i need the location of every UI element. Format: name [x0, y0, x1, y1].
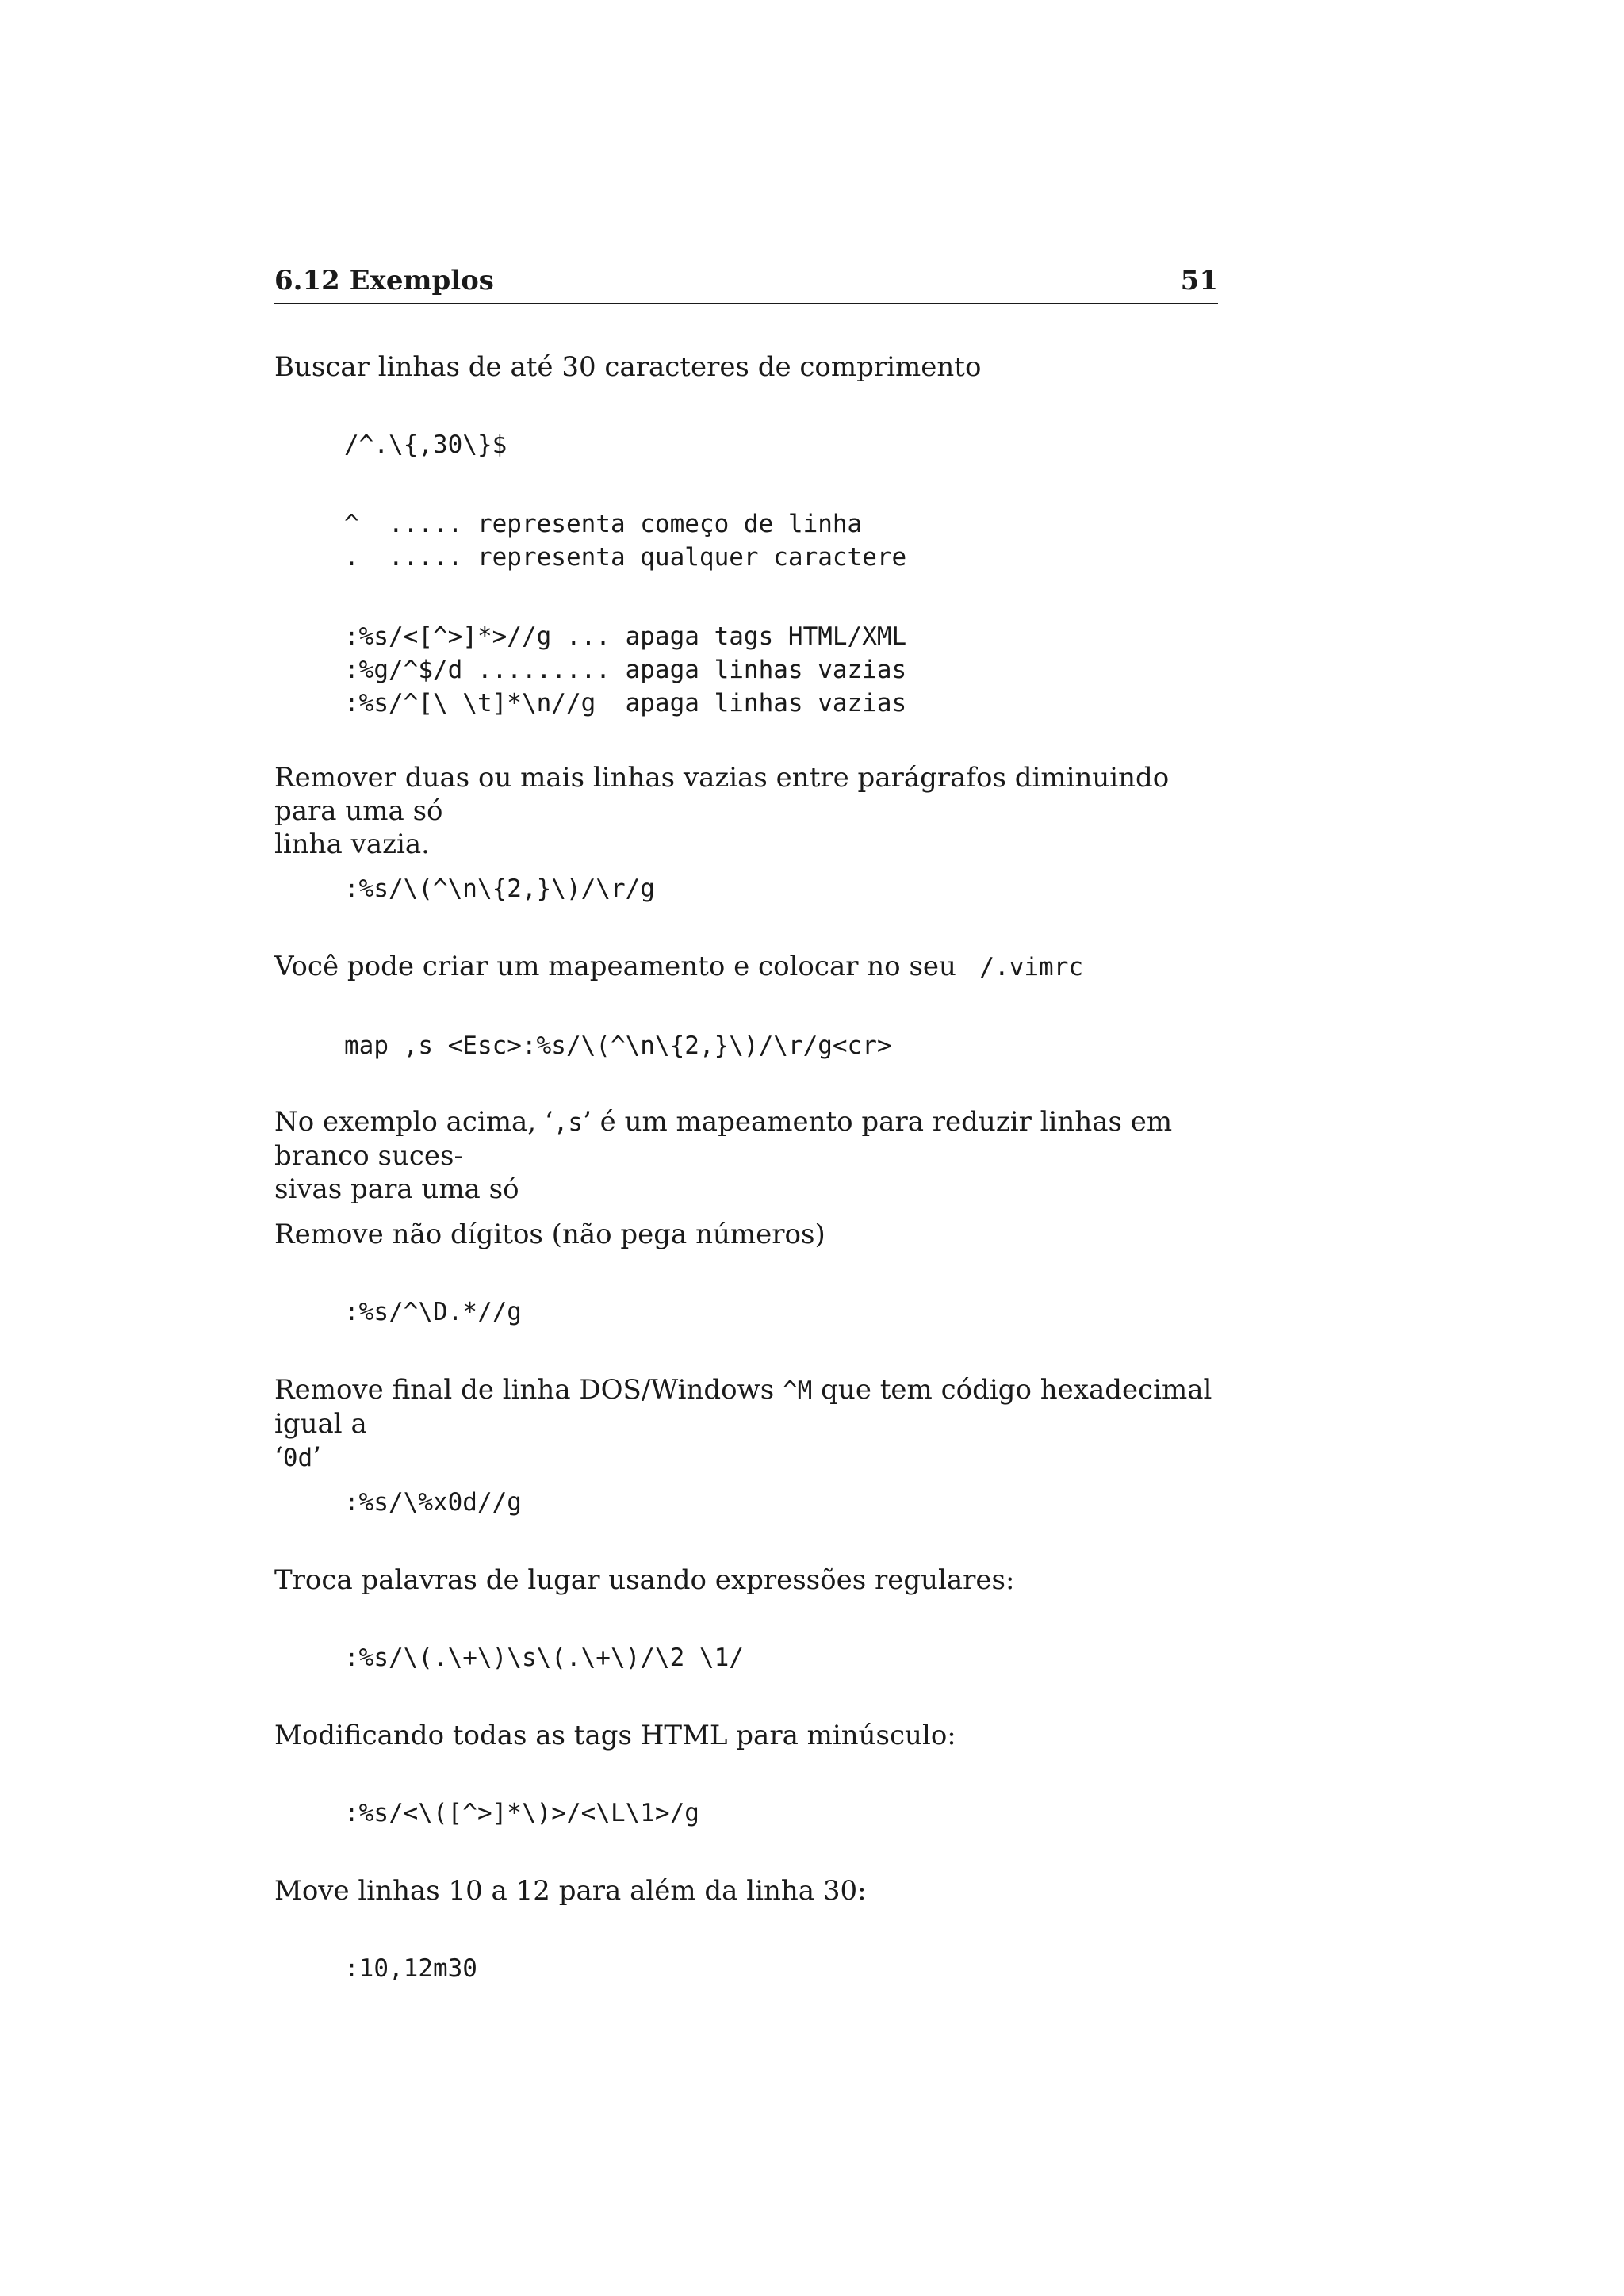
- paragraph-search-30: Buscar linhas de até 30 caracteres de comprimento: [274, 351, 982, 383]
- paragraph-dos-line-endings: [274, 1373, 1218, 1475]
- section-title: 6.12 Exemplos: [274, 265, 494, 297]
- text-segment: No exemplo acima, ‘: [274, 1106, 553, 1138]
- text-segment: ’: [312, 1441, 321, 1473]
- code-line: . ..... representa qualquer caractere: [344, 543, 907, 572]
- paragraph-move-lines: Move linhas 10 a 12 para além da linha 30:: [274, 1875, 867, 1907]
- inline-code: ^M: [783, 1376, 813, 1405]
- code-line: :%s/\%x0d//g: [344, 1488, 522, 1517]
- text-line: sivas para uma só: [274, 1173, 519, 1205]
- text-segment: ’ é um mapeamento para reduzir linhas em branco suces-: [274, 1106, 1173, 1172]
- text-line: Remover duas ou mais linhas vazias entre parágrafos diminuindo para uma só: [274, 762, 1170, 827]
- code-map-command: [274, 1029, 1218, 1062]
- paragraph-swap-words: Troca palavras de lugar usando expressões regulares:: [274, 1564, 1015, 1596]
- code-line: map ,s <Esc>:%s/\(^\n\{2,}\)/\r/g<cr>: [344, 1031, 892, 1060]
- code-move-lines: [274, 1952, 1218, 1985]
- code-dos-removal: [274, 1486, 1218, 1519]
- code-lowercase-tags: [274, 1797, 1218, 1830]
- paragraph-lowercase-tags: Modificando todas as tags HTML para minúsculo:: [274, 1720, 956, 1751]
- code-line: :%s/<[^>]*>//g ... apaga tags HTML/XML: [344, 622, 907, 651]
- code-line: /^.\{,30\}$: [344, 430, 508, 459]
- text-segment: que tem código hexadecimal igual a: [274, 1374, 1212, 1440]
- code-delete-commands: [274, 620, 1218, 720]
- paragraph-mapping-explanation: [274, 1105, 1218, 1206]
- paragraph-remove-blank-lines: [274, 761, 1218, 861]
- text-segment: ‘: [274, 1441, 283, 1473]
- page-number: 51: [1180, 265, 1218, 297]
- code-legend: [274, 507, 1218, 574]
- paragraph-remove-non-digits: Remove não dígitos (não pega números): [274, 1219, 825, 1250]
- code-line: :%g/^$/d ......... apaga linhas vazias: [344, 656, 907, 684]
- text-line: linha vazia.: [274, 828, 430, 860]
- code-line: :%s/^[\ \t]*\n//g apaga linhas vazias: [344, 689, 907, 718]
- text-segment: Você pode criar um mapeamento e colocar no seu: [274, 951, 965, 982]
- body-text: [274, 0, 1218, 2296]
- paragraph-mapping-intro: [274, 950, 1218, 984]
- code-line: :%s/^\D.*//g: [344, 1298, 522, 1326]
- code-line: :%s/<\([^>]*\)>/<\L\1>/g: [344, 1799, 699, 1827]
- code-non-digits: [274, 1295, 1218, 1329]
- vimrc-filename: /.vimrc: [964, 953, 1084, 982]
- code-line: :%s/\(^\n\{2,}\)/\r/g: [344, 874, 655, 903]
- inline-code: 0d: [282, 1444, 313, 1472]
- code-regex-30: [274, 428, 1218, 461]
- code-collapse-blank: [274, 872, 1218, 905]
- code-line: :%s/\(.\+\)\s\(.\+\)/\2 \1/: [344, 1644, 744, 1672]
- code-line: :10,12m30: [344, 1954, 477, 1983]
- inline-code: ,s: [553, 1108, 584, 1137]
- text-segment: Remove final de linha DOS/Windows: [274, 1374, 783, 1406]
- code-swap-words: [274, 1641, 1218, 1674]
- code-line: ^ ..... representa começo de linha: [344, 510, 863, 538]
